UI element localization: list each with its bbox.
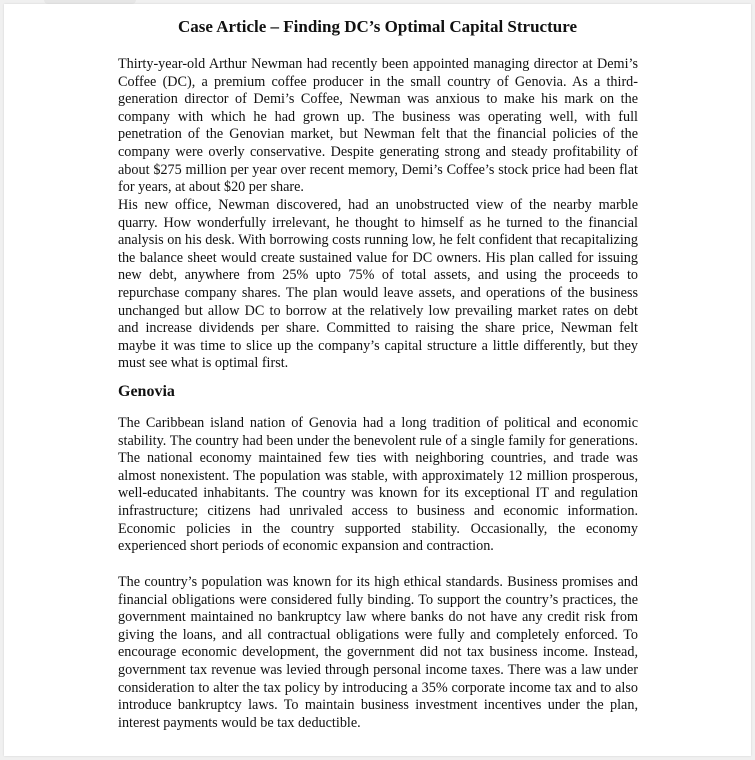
paragraph-intro-2: His new office, Newman discovered, had an unobstructed view of the nearby marble quarry. How wonderfully irrelevant, he thought to himself as he turned to the financial analysis on his desk. With borrowing costs running low, he felt confident that recapitalizing the balance sheet would create sustained value for DC owners. His plan called for issuing new debt, anywhere from 25% upto 75% of total assets, and using the proceeds to repurchase company shares. The plan would leave assets, and operations of the business unchanged but allow DC to borrow at the relatively low prevailing market rates on debt and increase dividends per share. Committed to raising the share price, Newman felt maybe it was time to slice up the company’s capital structure a little differently, but they must see what is optimal first. [118, 197, 638, 372]
section-heading-genovia: Genovia [118, 383, 175, 400]
paragraph-genovia-2: The country’s population was known for its high ethical standards. Business promises and financial obligations were considered fully binding. To support the country’s practices, the government maintained no bankruptcy law where banks do not have any credit risk from giving the loans, and all contractual obligations were fully and completely enforced. To encourage economic development, the government did not tax business income. Instead, government tax revenue was levied through personal income taxes. There was a law under consideration to alter the tax policy by introducing a 35% corporate income tax and to also introduce bankruptcy laws. To maintain business investment incentives under the plan, interest payments would be tax deductible. [118, 574, 638, 731]
paragraph-intro-1: Thirty-year-old Arthur Newman had recently been appointed managing director at Demi’s Coffee (DC), a premium coffee producer in the small country of Genovia. As a third-generation director of Demi’s Coffee, Newman was anxious to make his mark on the company with which he had grown up. The business was operating well, with full penetration of the Genovian market, but Newman felt that the financial policies of the company were overly conservative. Despite generating strong and steady profitability of about $275 million per year over recent memory, Demi’s Coffee’s stock price had been flat for years, at about $20 per share. [118, 56, 638, 196]
paragraph-genovia-1: The Caribbean island nation of Genovia had a long tradition of political and economic stability. The country had been under the benevolent rule of a single family for generations. The national economy maintained few ties with neighboring countries, and trade was almost nonexistent. The population was stable, with approximately 12 million prosperous, well-educated inhabitants. The country was known for its exceptional IT and regulation infrastructure; citizens had unrivaled access to business and economic information. Economic policies in the country supported stability. Occasionally, the economy experienced short periods of economic expansion and contraction. [118, 415, 638, 555]
document-page [4, 4, 751, 756]
page-title: Case Article – Finding DC’s Optimal Capital Structure [177, 17, 577, 36]
